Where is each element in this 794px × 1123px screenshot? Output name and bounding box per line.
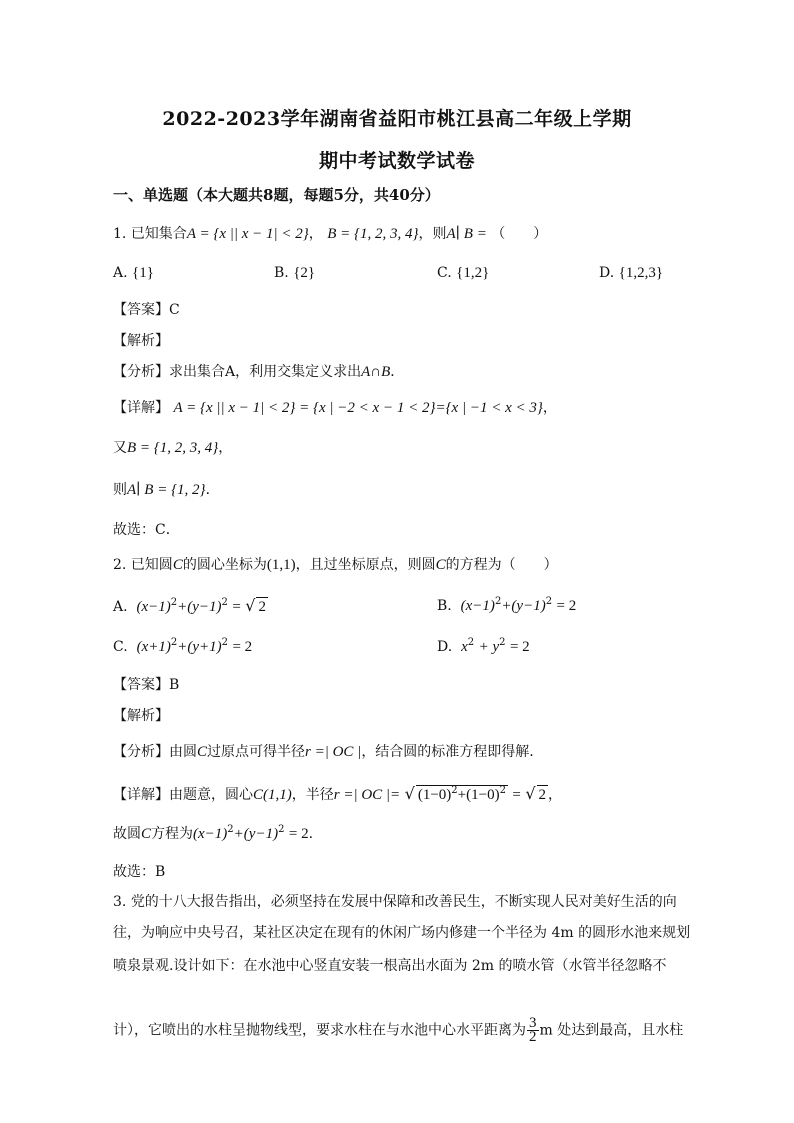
question-number: 2. (113, 557, 127, 573)
math-intersection: A∣ B = (446, 226, 487, 242)
q2-option-d: D. $x^2 + y^2 = 2$ (437, 637, 530, 655)
q2-analysis-tag: 【解析】 (113, 708, 169, 724)
q2-fenxi: 【分析】由圆C过原点可得半径r =| OC |，结合圆的标准方程即得解. (113, 744, 534, 760)
q1-xiangjie: 【详解】 A = {x || x − 1| < 2} = {x | −2 < x − 1 < 2}={x | −1 < x < 3}， (113, 400, 557, 416)
q1-option-a: A. {1} (113, 265, 154, 281)
question-1-stem: 1. 已知集合A = {x || x − 1| < 2}， B = {1, 2, 3, 4}，则A∣ B = （ ） (113, 226, 548, 242)
q2-guxuan: 故选：B (113, 864, 166, 880)
question-3-line3: 喷泉景观.设计如下：在水池中心竖直安装一根高出水面为 2m 的喷水管（水管半径忽略不 (113, 958, 667, 974)
fraction-3-2: $\frac{3}{2}$ (529, 1015, 537, 1045)
q1-guxuan: 故选：C． (113, 522, 180, 538)
question-3-line2: 往，为响应中央号召，某社区决定在现有的休闲广场内修建一个半径为 4m 的圆形水池来规划 (113, 925, 691, 941)
q1-option-b: B. {2} (274, 265, 316, 281)
q1-answer: 【答案】C (113, 302, 180, 318)
q1-analysis-tag: 【解析】 (113, 333, 169, 349)
q2-gu: 故圆C方程为$(x-1)^2+(y-1)^2 = 2$. (113, 824, 314, 842)
q1-ze: 则A∣ B = {1, 2}． (113, 482, 220, 498)
question-3-line1: 3. 党的十八大报告指出，必须坚持在发展中保障和改善民生，不断实现人民对美好生活的向 (113, 894, 677, 910)
section-heading: 一、单选题（本大题共8题，每题5分，共40分） (113, 186, 440, 204)
q2-option-b: B. $(x-1)^2+(y-1)^2 = 2$ (437, 596, 577, 614)
math-set-a: A = {x || x − 1| < 2} (186, 226, 309, 242)
doc-title-line1: 2022-2023学年湖南省益阳市桃江县高二年级上学期 (162, 108, 632, 130)
q2-option-c: C. $(x+1)^2+(y+1)^2 = 2$ (113, 637, 253, 655)
question-number: 1. (113, 226, 127, 242)
math-set-b: B = {1, 2, 3, 4} (327, 226, 419, 242)
doc-title-line2: 期中考试数学试卷 (318, 150, 475, 172)
question-2-stem: 2. 已知圆C的圆心坐标为(1,1)，且过坐标原点，则圆C的方程为（ ） (113, 557, 558, 573)
q1-option-d: D. {1,2,3} (599, 265, 664, 281)
q2-answer: 【答案】B (113, 677, 180, 693)
question-3-line4: 计），它喷出的水柱呈抛物线型，要求水柱在与水池中心水平距离为 $\frac{3}{2}$ m 处达到最高，且水柱 (113, 1015, 684, 1045)
q2-xiangjie: 【详解】由题意，圆心C(1,1)，半径r =| OC |= √ $(1-0)^2+(1-0)^2$ = √ 2 ， (113, 784, 563, 803)
q1-option-c: C. {1,2} (437, 265, 490, 281)
q1-you: 又B = {1, 2, 3, 4}， (113, 440, 233, 456)
q1-fenxi: 【分析】求出集合A，利用交集定义求出A∩B． (113, 364, 405, 380)
q2-option-a: A. $(x-1)^2+(y-1)^2$ = √ 2 (113, 596, 266, 615)
